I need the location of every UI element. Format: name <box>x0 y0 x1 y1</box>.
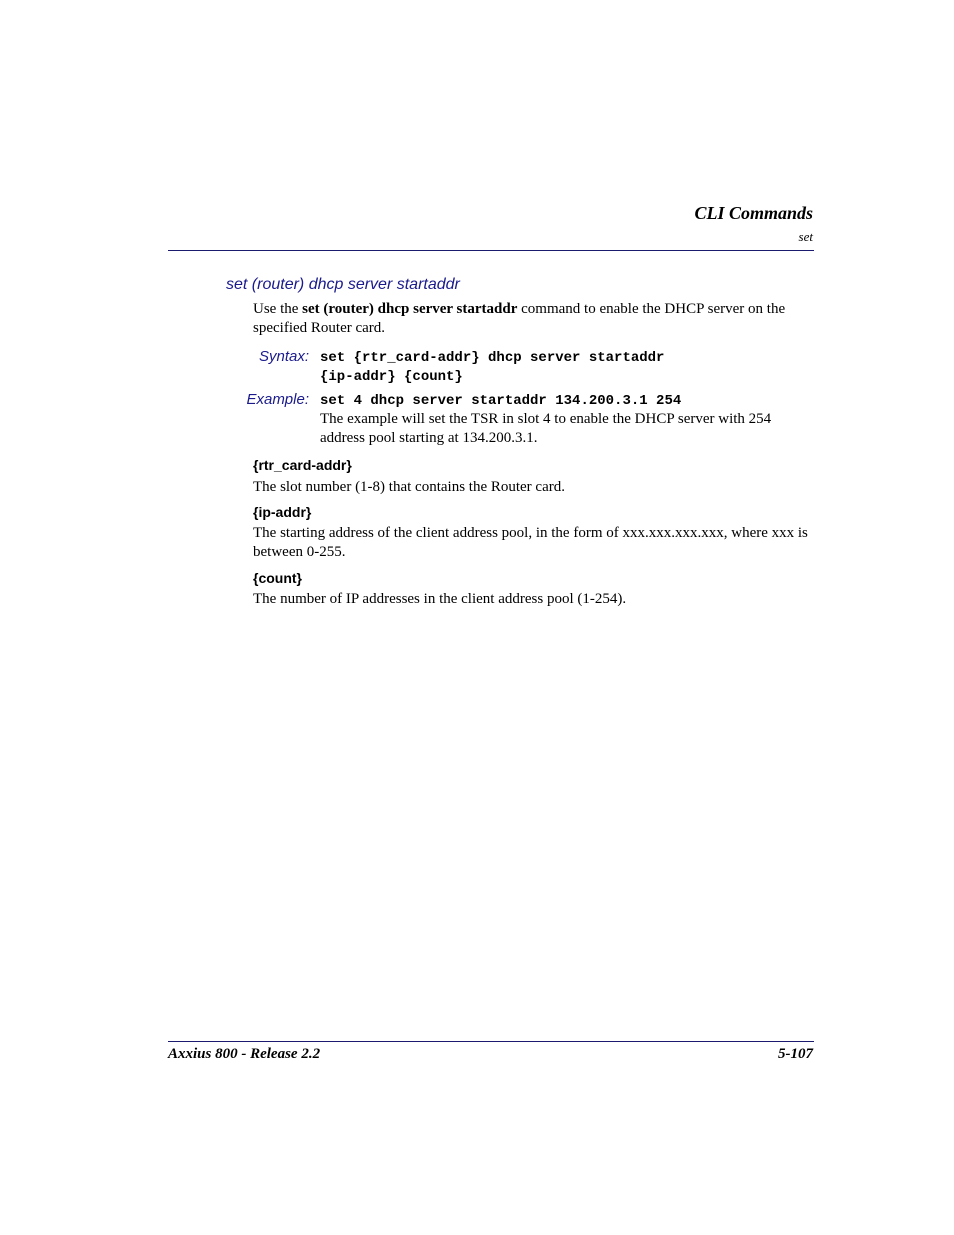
param-name-count: {count} <box>253 570 302 586</box>
param-name-rtr-card-addr: {rtr_card-addr} <box>253 457 352 473</box>
syntax-line-2: {ip-addr} {count} <box>320 369 463 385</box>
param-name-ip-addr: {ip-addr} <box>253 504 312 520</box>
running-header-title: CLI Commands <box>694 203 813 223</box>
syntax-line-1: set {rtr_card-addr} dhcp server startaddr <box>320 350 665 366</box>
footer-page-number: 5-107 <box>778 1046 813 1062</box>
example-label: Example: <box>246 391 309 408</box>
intro-prefix: Use the <box>253 301 303 317</box>
header-rule <box>168 250 814 251</box>
example-description: The example will set the TSR in slot 4 to enable the DHCP server with 254 address pool starting at 134.200.3.1. <box>320 411 772 446</box>
intro-suffix: command to enable the DHCP server on the specified Router card. <box>253 301 786 336</box>
example-code: set 4 dhcp server startaddr 134.200.3.1 254 <box>320 393 682 409</box>
param-desc-ip-addr: The starting address of the client address pool, in the form of xxx.xxx.xxx.xxx, where xxx is between 0-255. <box>253 525 808 560</box>
param-desc-count: The number of IP addresses in the client address pool (1-254). <box>253 591 627 607</box>
section-title: set (router) dhcp server startaddr <box>226 276 460 293</box>
section-intro <box>253 300 815 338</box>
running-header-subtitle: set <box>798 229 813 244</box>
footer-release: Axxius 800 - Release 2.2 <box>168 1046 321 1062</box>
syntax-label: Syntax: <box>258 348 309 365</box>
intro-command: set (router) dhcp server startaddr <box>302 301 518 317</box>
footer-rule <box>168 1041 814 1042</box>
param-desc-rtr-card-addr: The slot number (1-8) that contains the Router card. <box>253 479 565 495</box>
